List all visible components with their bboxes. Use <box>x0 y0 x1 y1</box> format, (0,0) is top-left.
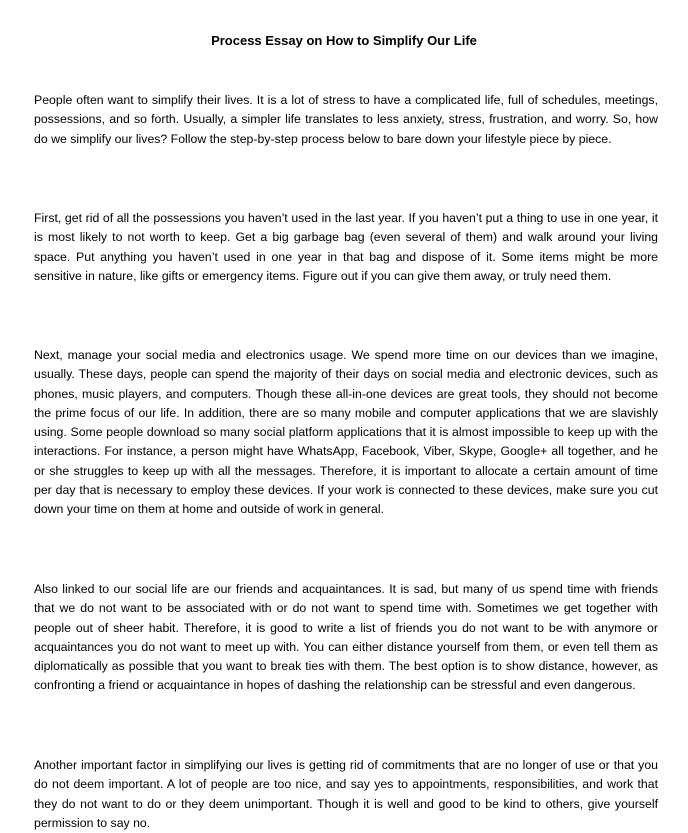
essay-title: Process Essay on How to Simplify Our Life <box>211 33 477 48</box>
paragraph-social-media: Next, manage your social media and electronics usage. We spend more time on our devices than we imagine, usually. These days, people can spend the majority of their days on social media and electronic devices, such as phones, music players, and computers. Though these all-in-one devices are great tools, they should not become the prime focus of our life. In addition, there are so many mobile and computer applications that we are slavishly using. Some people download so many social platform applications that it is almost impossible to keep up with the interactions. For instance, a person might have WhatsApp, Facebook, Viber, Skype, Google+ all together, and he or she struggles to keep up with all the messages. Therefore, it is important to allocate a certain amount of time per day that is necessary to employ these devices. If your work is connected to these devices, make sure you cut down your time on them at home and outside of work in general. <box>34 348 658 517</box>
paragraph-commitments: Another important factor in simplifying our lives is getting rid of commitments that are no longer of use or that you do not deem important. A lot of people are too nice, and say yes to appointments, responsibilities, and work that they do not want to do or they deem unimportant. Though it is well and good to be kind to others, give yourself permission to say no. <box>34 758 658 830</box>
paragraph-friends: Also linked to our social life are our friends and acquaintances. It is sad, but many of us spend time with friends that we do not want to be associated with or do not want to spend time with. Sometimes we get together with people out of sheer habit. Therefore, it is good to write a list of friends you do not want to be with anymore or acquaintances you do not want to meet up with. You can either distance yourself from them, or even tell them as diplomatically as possible that you want to break ties with them. The best option is to show distance, however, as confronting a friend or acquaintance in hopes of dashing the relationship can be stressful and even dangerous. <box>34 582 658 693</box>
paragraph-introduction: People often want to simplify their lives. It is a lot of stress to have a complicated life, full of schedules, meetings, possessions, and so forth. Usually, a simpler life translates to less anxiety, stress, frustration, and worry. So, how do we simplify our lives? Follow the step-by-step process below to bare down your lifestyle piece by piece. <box>34 93 658 146</box>
paragraph-possessions: First, get rid of all the possessions you haven’t used in the last year. If you haven’t put a thing to use in one year, it is most likely to not worth to keep. Get a big garbage bag (even several of them) and walk around your living space. Put anything you haven’t used in one year in that bag and dispose of it. Some items might be more sensitive in nature, like gifts or emergency items. Figure out if you can give them away, or truly need them. <box>34 211 658 283</box>
